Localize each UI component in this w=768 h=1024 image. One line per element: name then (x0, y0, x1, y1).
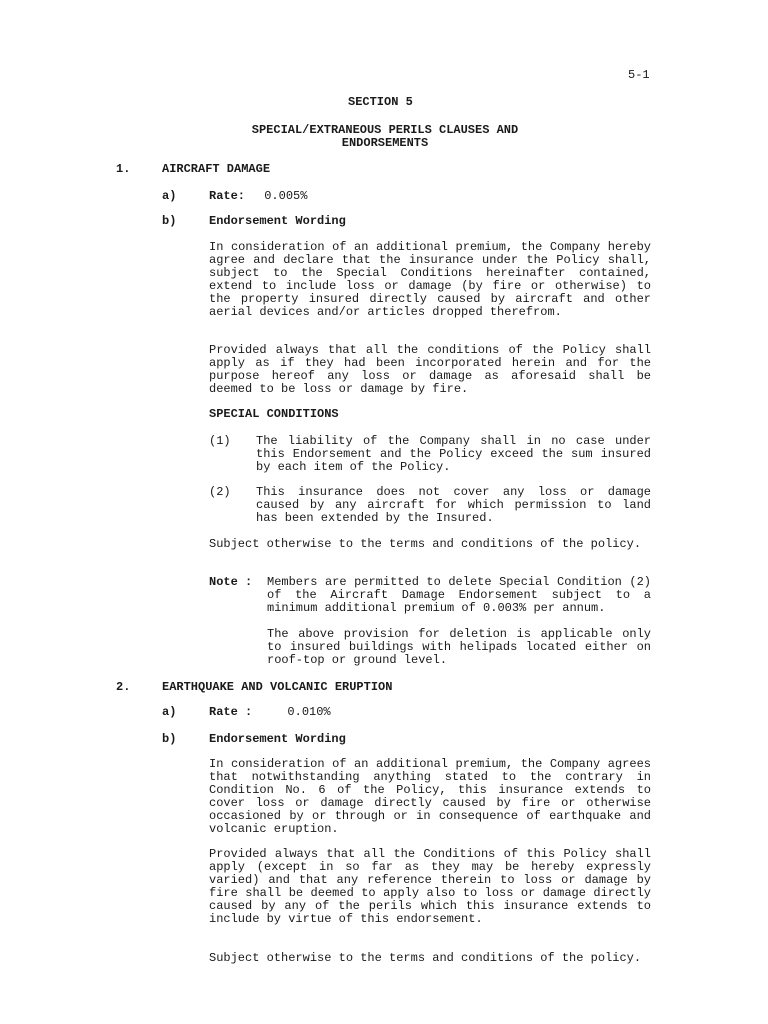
item-2-rate-value: 0.010% (287, 705, 331, 719)
note-text-2: The above provision for deletion is applicable only to insured buildings with helipads located either on roof-top or ground level. (267, 627, 651, 667)
item-1-rate-marker: a) (162, 189, 177, 203)
item-1-title: AIRCRAFT DAMAGE (162, 162, 271, 176)
item-2-title: EARTHQUAKE AND VOLCANIC ERUPTION (162, 680, 393, 694)
item-1-rate-label: Rate: (209, 189, 246, 203)
page-number: 5-1 (628, 68, 650, 82)
item-1-subject-text: Subject otherwise to the terms and conditions of the policy. (209, 537, 642, 551)
item-2-rate-marker: a) (162, 705, 177, 719)
item-1-wording-label: Endorsement Wording (209, 214, 346, 228)
item-2-rate-label: Rate : (209, 705, 253, 719)
item-1-wording-marker: b) (162, 214, 177, 228)
item-2-rate (209, 706, 331, 719)
note-label: Note : (209, 575, 253, 589)
special-conditions-heading: SPECIAL CONDITIONS (209, 407, 339, 421)
item-1-paragraph-2: Provided always that all the conditions of the Policy shall apply as if they had been incorporated herein and for the purpose hereof any loss or damage as aforesaid shall be deemed to be loss or damage by fire. (209, 343, 651, 396)
item-1-number: 1. (116, 162, 131, 176)
section-title: SECTION 5 (348, 95, 413, 109)
condition-1-text: The liability of the Company shall in no case under this Endorsement and the Policy exceed the sum insured by each item of the Policy. (256, 434, 651, 474)
heading-line-2: ENDORSEMENTS (341, 136, 429, 150)
item-2-subject-text: Subject otherwise to the terms and conditions of the policy. (209, 951, 642, 965)
item-2-number: 2. (116, 680, 131, 694)
item-2-paragraph-1: In consideration of an additional premium, the Company agrees that notwithstanding anything stated to the contrary in Condition No. 6 of the Policy, this insurance extends to cover loss or damage directly caused by fire or otherwise occasioned by or through or in consequence of earthquake and volcanic eruption. (209, 757, 651, 836)
condition-2-number: (2) (209, 485, 231, 499)
item-1-rate-value: 0.005% (264, 189, 308, 203)
condition-1-number: (1) (209, 434, 231, 448)
item-2-wording-label: Endorsement Wording (209, 732, 346, 746)
item-1-rate (209, 190, 307, 203)
item-2-paragraph-2: Provided always that all the Conditions of this Policy shall apply (except in so far as they may be hereby expressly varied) and that any reference therein to loss or damage by fire shall be deemed to apply also to loss or damage directly caused by any of the perils which this insurance extends to include by virtue of this endorsement. (209, 847, 651, 926)
heading-line-1: SPECIAL/EXTRANEOUS PERILS CLAUSES AND (251, 123, 519, 137)
item-1-paragraph-1: In consideration of an additional premium, the Company hereby agree and declare that the insurance under the Policy shall, subject to the Special Conditions hereinafter contained, extend to include loss or damage (by fire or otherwise) to the property insured directly caused by aircraft and other aerial devices and/or articles dropped therefrom. (209, 240, 651, 319)
item-2-wording-marker: b) (162, 732, 177, 746)
condition-2-text: This insurance does not cover any loss or damage caused by any aircraft for which permission to land has been extended by the Insured. (256, 485, 651, 525)
note-text-1: Members are permitted to delete Special Condition (2) of the Aircraft Damage Endorsement subject to a minimum additional premium of 0.003% per annum. (267, 575, 651, 615)
